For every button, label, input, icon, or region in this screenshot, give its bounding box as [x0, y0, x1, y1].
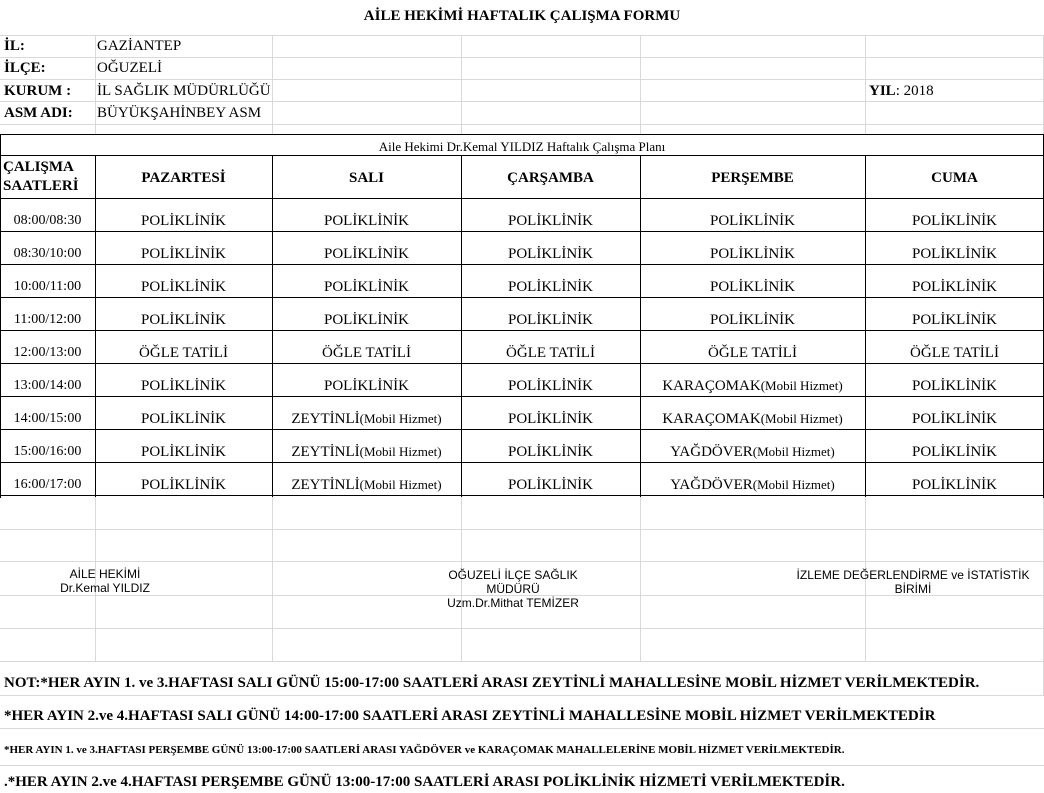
table-border	[0, 231, 1044, 232]
note-4: .*HER AYIN 2.ve 4.HAFTASI PERŞEMBE GÜNÜ 13:00-17:00 SAATLERİ ARASI POLİKLİNİK HİZMETİ VERİLMEKTEDİR.	[4, 774, 845, 790]
year-field	[869, 84, 934, 99]
schedule-cell-sali	[272, 280, 461, 295]
gridline	[0, 57, 1044, 58]
cell-activity: KARAÇOMAK	[662, 378, 761, 394]
gridline	[0, 35, 1044, 36]
time-slot: 16:00/17:00	[13, 477, 82, 492]
schedule-cell-cuma	[865, 478, 1044, 493]
day-header-carsamba: ÇARŞAMBA	[507, 170, 594, 186]
cell-activity: POLİKLİNİK	[324, 246, 409, 262]
cell-activity: POLİKLİNİK	[141, 246, 226, 262]
director-signature-line2: MÜDÜRÜ	[486, 582, 540, 596]
schedule-cell-carsamba	[461, 214, 640, 229]
schedule-cell-pazartesi	[95, 445, 272, 460]
table-border	[0, 134, 1044, 135]
schedule-cell-pazartesi	[95, 313, 272, 328]
schedule-cell-pazartesi	[95, 346, 272, 361]
schedule-cell-sali	[272, 445, 461, 460]
cell-activity: ÖĞLE TATİLİ	[708, 345, 797, 361]
time-slot: 11:00/12:00	[13, 312, 82, 327]
schedule-cell-carsamba	[461, 280, 640, 295]
schedule-cell-carsamba	[461, 313, 640, 328]
gridline	[0, 695, 1044, 696]
doctor-signature-line2: Dr.Kemal YILDIZ	[60, 581, 150, 595]
cell-activity-note: (Mobil Hizmet)	[760, 378, 843, 393]
note-2: *HER AYIN 2.ve 4.HAFTASI SALI GÜNÜ 14:00-17:00 SAATLERİ ARASI ZEYTİNLİ MAHALLESİNE MOBİL HİZMET VERİLMEKTEDİR	[4, 708, 936, 724]
gridline	[0, 529, 1044, 530]
year-value: : 2018	[895, 83, 934, 99]
cell-activity: POLİKLİNİK	[508, 312, 593, 328]
cell-activity: POLİKLİNİK	[508, 378, 593, 394]
table-border	[0, 363, 1044, 364]
cell-activity: POLİKLİNİK	[508, 246, 593, 262]
day-header-cuma: CUMA	[931, 170, 978, 186]
gridline	[0, 101, 1044, 102]
year-label: YIL	[869, 83, 896, 99]
day-header-sali: SALI	[348, 170, 385, 186]
schedule-cell-persembe	[640, 412, 865, 427]
schedule-cell-cuma	[865, 247, 1044, 262]
schedule-cell-cuma	[865, 346, 1044, 361]
schedule-cell-carsamba	[461, 346, 640, 361]
schedule-cell-cuma	[865, 445, 1044, 460]
schedule-cell-carsamba	[461, 478, 640, 493]
gridline	[461, 35, 462, 134]
table-border	[0, 429, 1044, 430]
cell-activity: ÖĞLE TATİLİ	[506, 345, 595, 361]
cell-activity: POLİKLİNİK	[912, 246, 997, 262]
time-slot: 12:00/13:00	[13, 345, 82, 360]
doctor-signature	[30, 567, 180, 595]
cell-activity: POLİKLİNİK	[141, 279, 226, 295]
day-header-pazartesi: PAZARTESİ	[141, 170, 226, 186]
gridline	[865, 35, 866, 134]
doctor-signature-line1: AİLE HEKİMİ	[69, 567, 141, 581]
hours-header-line1: ÇALIŞMA	[3, 159, 74, 175]
schedule-cell-persembe	[640, 379, 865, 394]
schedule-cell-pazartesi	[95, 379, 272, 394]
cell-activity: ZEYTİNLİ	[291, 477, 360, 493]
gridline	[272, 497, 273, 661]
day-header-persembe: PERŞEMBE	[711, 170, 794, 186]
director-signature	[410, 568, 616, 610]
schedule-cell-pazartesi	[95, 478, 272, 493]
schedule-cell-cuma	[865, 412, 1044, 427]
cell-activity: POLİKLİNİK	[508, 411, 593, 427]
cell-activity: POLİKLİNİK	[508, 279, 593, 295]
director-signature-line3: Uzm.Dr.Mithat TEMİZER	[447, 596, 579, 610]
schedule-cell-persembe	[640, 445, 865, 460]
schedule-cell-cuma	[865, 313, 1044, 328]
il-value: GAZİANTEP	[97, 38, 182, 54]
plan-title: Aile Hekimi Dr.Kemal YILDIZ Haftalık Çalışma Planı	[378, 139, 666, 154]
schedule-cell-pazartesi	[95, 280, 272, 295]
schedule-cell-cuma	[865, 379, 1044, 394]
cell-activity: POLİKLİNİK	[141, 411, 226, 427]
cell-activity: POLİKLİNİK	[912, 477, 997, 493]
cell-activity: POLİKLİNİK	[141, 477, 226, 493]
schedule-cell-sali	[272, 313, 461, 328]
cell-activity-note: (Mobil Hizmet)	[359, 477, 442, 492]
gridline	[95, 35, 96, 134]
cell-activity: ÖĞLE TATİLİ	[910, 345, 999, 361]
schedule-cell-sali	[272, 346, 461, 361]
gridline	[272, 35, 273, 134]
cell-activity: POLİKLİNİK	[141, 378, 226, 394]
schedule-cell-sali	[272, 412, 461, 427]
director-signature-line1: OĞUZELİ İLÇE SAĞLIK	[448, 568, 578, 582]
cell-activity: POLİKLİNİK	[912, 312, 997, 328]
stats-signature-line1: İZLEME DEĞERLENDİRME ve İSTATİSTİK	[796, 568, 1030, 582]
cell-activity: POLİKLİNİK	[508, 444, 593, 460]
cell-activity: ZEYTİNLİ	[291, 444, 360, 460]
note-3: *HER AYIN 1. ve 3.HAFTASI PERŞEMBE GÜNÜ 13:00-17:00 SAATLERİ ARASI YAĞDÖVER ve KARAÇOMAK MAHALLELERİNE MOBİL HİZMET VERİLMEKTEDİR.	[4, 744, 845, 756]
schedule-cell-persembe	[640, 346, 865, 361]
gridline	[0, 124, 1044, 125]
cell-activity: POLİKLİNİK	[710, 279, 795, 295]
cell-activity: POLİKLİNİK	[324, 279, 409, 295]
cell-activity-note: (Mobil Hizmet)	[359, 444, 442, 459]
cell-activity-note: (Mobil Hizmet)	[359, 411, 442, 426]
time-slot: 14:00/15:00	[13, 411, 82, 426]
cell-activity: POLİKLİNİK	[912, 279, 997, 295]
table-border	[0, 396, 1044, 397]
time-slot: 08:00/08:30	[13, 213, 82, 228]
gridline	[0, 561, 1044, 562]
cell-activity: POLİKLİNİK	[912, 378, 997, 394]
schedule-cell-persembe	[640, 478, 865, 493]
cell-activity: POLİKLİNİK	[912, 444, 997, 460]
cell-activity: YAĞDÖVER	[670, 477, 753, 493]
time-slot: 13:00/14:00	[13, 378, 82, 393]
cell-activity: KARAÇOMAK	[662, 411, 761, 427]
cell-activity: POLİKLİNİK	[141, 213, 226, 229]
kurum-value: İL SAĞLIK MÜDÜRLÜĞÜ	[97, 83, 271, 99]
schedule-cell-carsamba	[461, 379, 640, 394]
schedule-cell-sali	[272, 247, 461, 262]
cell-activity: ÖĞLE TATİLİ	[139, 345, 228, 361]
table-border	[0, 155, 1044, 156]
stats-signature-line2: BİRİMİ	[894, 582, 932, 596]
gridline	[0, 661, 1044, 662]
ilce-value: OĞUZELİ	[97, 60, 162, 76]
cell-activity-note: (Mobil Hizmet)	[752, 444, 835, 459]
gridline	[0, 79, 1044, 80]
gridline	[640, 497, 641, 661]
schedule-cell-pazartesi	[95, 247, 272, 262]
form-title: AİLE HEKİMİ HAFTALIK ÇALIŞMA FORMU	[363, 8, 681, 24]
note-1: NOT:*HER AYIN 1. ve 3.HAFTASI SALI GÜNÜ 15:00-17:00 SAATLERİ ARASI ZEYTİNLİ MAHALLESİNE MOBİL HİZMET VERİLMEKTEDİR.	[4, 675, 980, 691]
schedule-cell-persembe	[640, 247, 865, 262]
hours-header	[3, 158, 79, 196]
ilce-label: İLÇE:	[4, 60, 46, 76]
cell-activity-note: (Mobil Hizmet)	[752, 477, 835, 492]
time-slot: 08:30/10:00	[13, 246, 82, 261]
time-slot: 15:00/16:00	[13, 444, 82, 459]
cell-activity: POLİKLİNİK	[508, 213, 593, 229]
schedule-cell-sali	[272, 214, 461, 229]
schedule-cell-persembe	[640, 214, 865, 229]
cell-activity: ÖĞLE TATİLİ	[322, 345, 411, 361]
gridline	[0, 765, 1044, 766]
cell-activity: POLİKLİNİK	[324, 378, 409, 394]
cell-activity: POLİKLİNİK	[324, 213, 409, 229]
hours-header-line2: SAATLERİ	[3, 178, 79, 194]
asm-label: ASM ADI:	[4, 105, 73, 121]
cell-activity: POLİKLİNİK	[912, 213, 997, 229]
cell-activity: POLİKLİNİK	[710, 213, 795, 229]
gridline	[640, 35, 641, 134]
cell-activity: POLİKLİNİK	[912, 411, 997, 427]
cell-activity: POLİKLİNİK	[141, 444, 226, 460]
time-slot: 10:00/11:00	[13, 279, 82, 294]
gridline	[0, 628, 1044, 629]
schedule-cell-cuma	[865, 214, 1044, 229]
cell-activity: POLİKLİNİK	[710, 312, 795, 328]
gridline	[0, 728, 1044, 729]
table-border	[0, 330, 1044, 331]
schedule-cell-carsamba	[461, 445, 640, 460]
table-border	[0, 264, 1044, 265]
schedule-cell-cuma	[865, 280, 1044, 295]
schedule-cell-persembe	[640, 280, 865, 295]
schedule-cell-pazartesi	[95, 412, 272, 427]
schedule-cell-carsamba	[461, 412, 640, 427]
table-border	[0, 462, 1044, 463]
schedule-cell-sali	[272, 478, 461, 493]
table-border	[0, 495, 1044, 496]
asm-value: BÜYÜKŞAHİNBEY ASM	[97, 105, 262, 121]
schedule-cell-carsamba	[461, 247, 640, 262]
cell-activity: POLİKLİNİK	[508, 477, 593, 493]
cell-activity-note: (Mobil Hizmet)	[760, 411, 843, 426]
cell-activity: YAĞDÖVER	[670, 444, 753, 460]
cell-activity: ZEYTİNLİ	[291, 411, 360, 427]
schedule-cell-sali	[272, 379, 461, 394]
schedule-cell-persembe	[640, 313, 865, 328]
schedule-cell-pazartesi	[95, 214, 272, 229]
table-border	[0, 198, 1044, 199]
table-border	[0, 297, 1044, 298]
cell-activity: POLİKLİNİK	[141, 312, 226, 328]
cell-activity: POLİKLİNİK	[324, 312, 409, 328]
cell-activity: POLİKLİNİK	[710, 246, 795, 262]
kurum-label: KURUM :	[4, 83, 72, 99]
stats-signature	[782, 568, 1044, 596]
il-label: İL:	[4, 38, 25, 54]
